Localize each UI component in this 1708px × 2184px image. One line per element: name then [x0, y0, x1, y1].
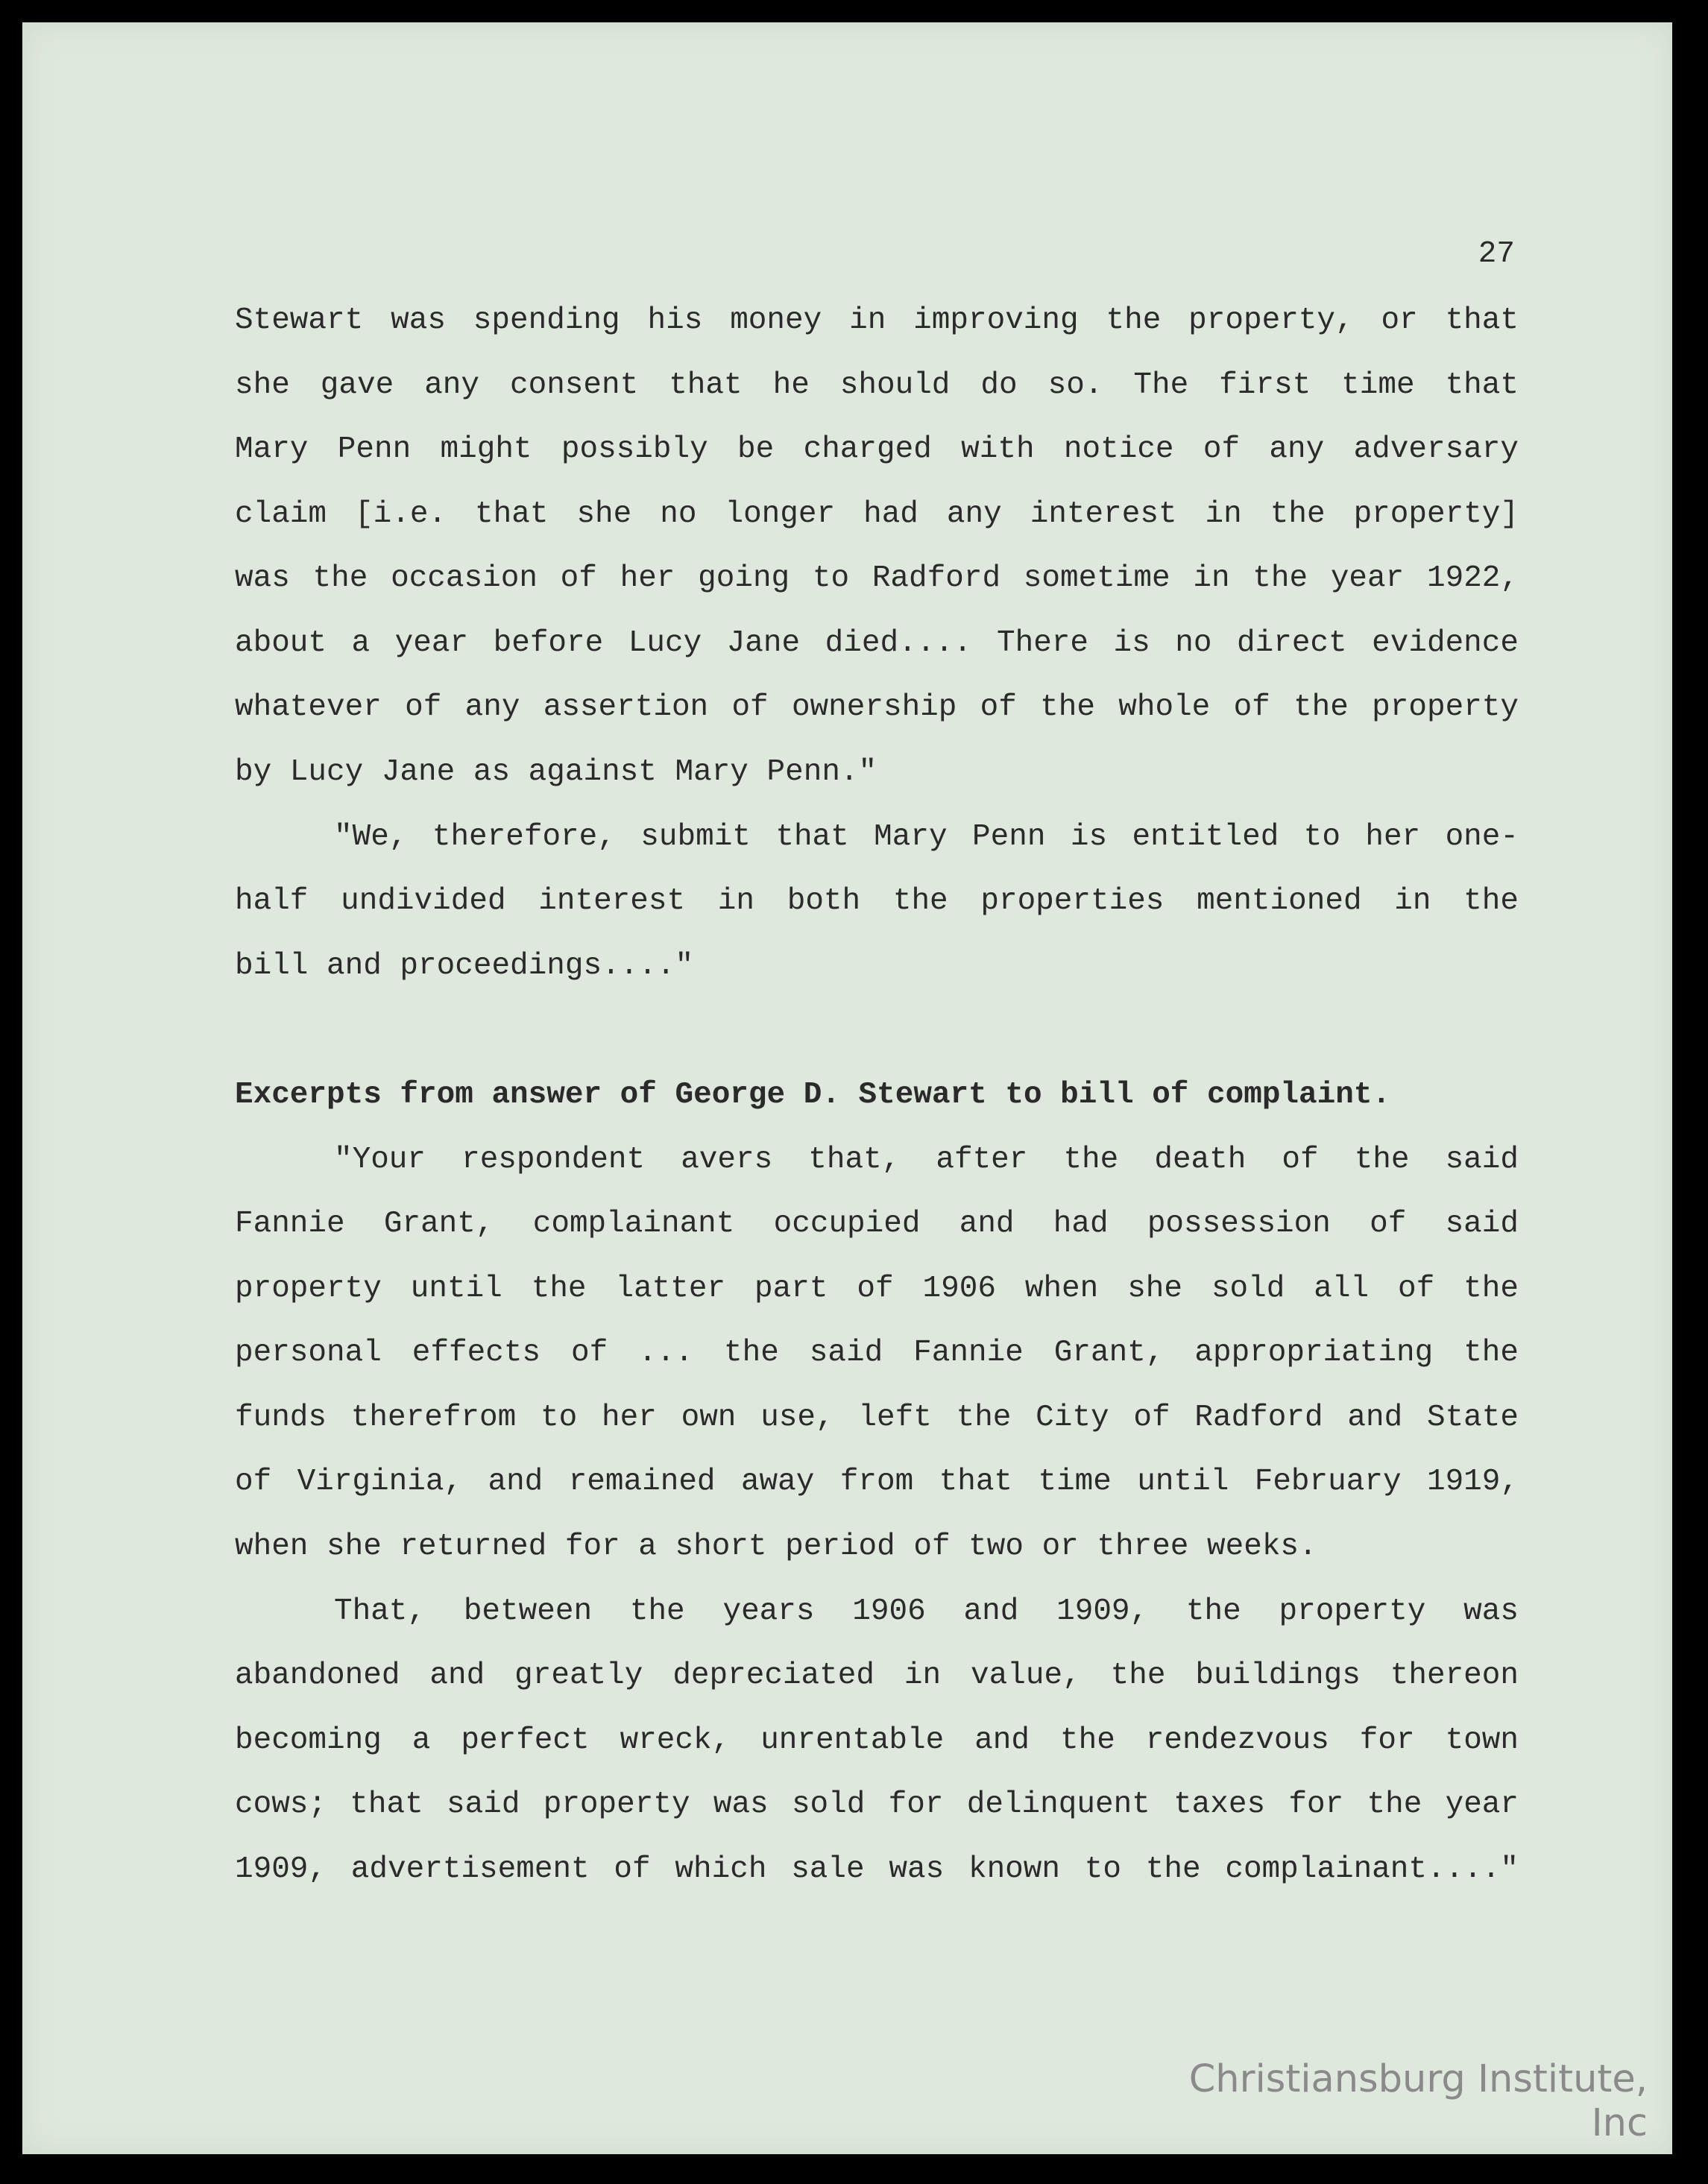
text-line: personal effects of ... the said Fannie Grant, appropriating the: [235, 1336, 1519, 1370]
text-line: property until the latter part of 1906 when she sold all of the: [235, 1272, 1519, 1306]
text-line: funds therefrom to her own use, left the City of Radford and State: [235, 1401, 1519, 1435]
text-line: becoming a perfect wreck, unrentable and the rendezvous for town: [235, 1723, 1519, 1758]
text-line: when she returned for a short period of two or three weeks.: [235, 1530, 1317, 1564]
text-line: was the occasion of her going to Radford sometime in the year 1922,: [235, 561, 1519, 596]
text-line: of Virginia, and remained away from that time until February 1919,: [235, 1465, 1519, 1499]
text-line: whatever of any assertion of ownership of the whole of the property: [235, 690, 1519, 725]
text-line: cows; that said property was sold for delinquent taxes for the year: [235, 1787, 1519, 1822]
text-line: 1909, advertisement of which sale was known to the complainant....": [235, 1852, 1519, 1887]
text-line: she gave any consent that he should do so. The first time that: [235, 368, 1519, 403]
text-line: "Your respondent avers that, after the death of the said: [334, 1143, 1519, 1177]
page-number: 27: [1478, 237, 1515, 271]
text-line: Stewart was spending his money in improving the property, or that: [235, 303, 1519, 338]
text-line: Fannie Grant, complainant occupied and had possession of said: [235, 1207, 1519, 1241]
text-line: That, between the years 1906 and 1909, the property was: [334, 1594, 1519, 1629]
text-line: bill and proceedings....": [235, 949, 694, 983]
document-page: [22, 22, 1672, 2154]
text-line: half undivided interest in both the properties mentioned in the: [235, 884, 1519, 918]
section-heading: Excerpts from answer of George D. Stewart to bill of complaint.: [235, 1078, 1391, 1112]
text-line: claim [i.e. that she no longer had any interest in the property]: [235, 497, 1519, 531]
text-line: about a year before Lucy Jane died.... There is no direct evidence: [235, 626, 1519, 660]
text-line: by Lucy Jane as against Mary Penn.": [235, 755, 877, 789]
text-line: abandoned and greatly depreciated in value, the buildings thereon: [235, 1658, 1519, 1693]
text-line: Mary Penn might possibly be charged with notice of any adversary: [235, 432, 1519, 467]
watermark: Christiansburg Institute, Inc: [1188, 2057, 1648, 2145]
text-line: "We, therefore, submit that Mary Penn is entitled to her one-: [334, 820, 1519, 854]
